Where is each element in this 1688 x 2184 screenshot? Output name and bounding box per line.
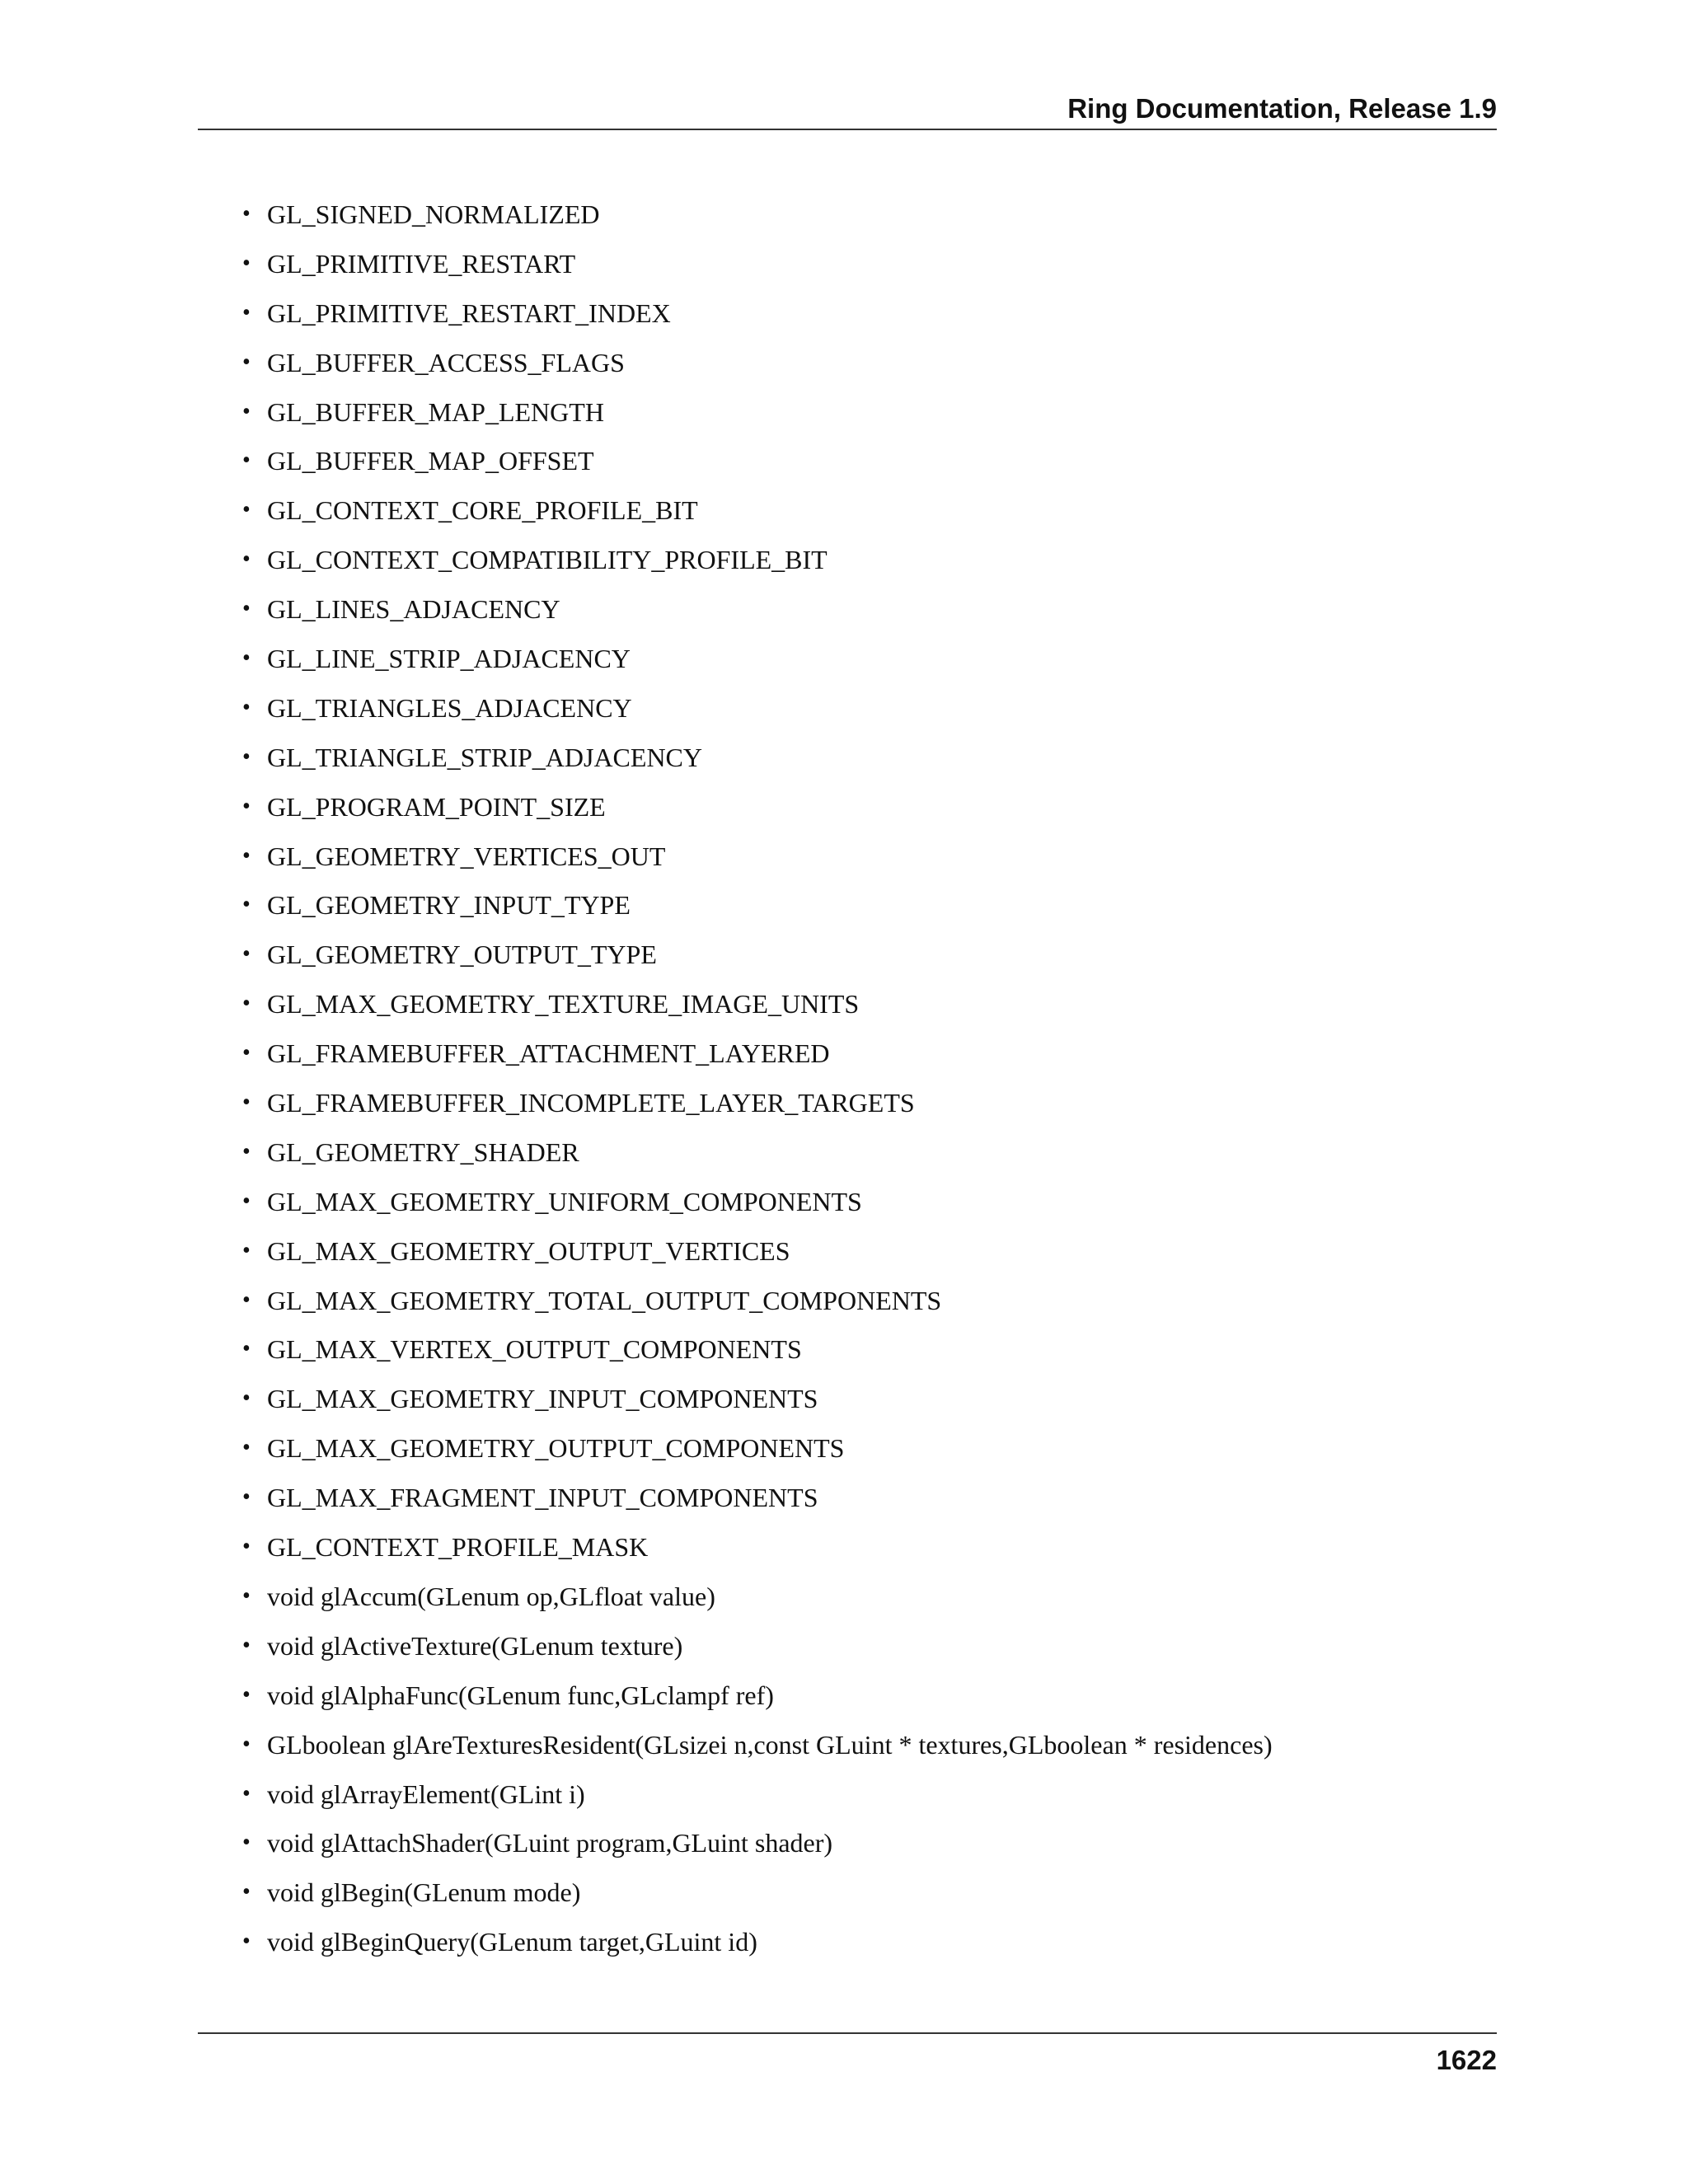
bullet-icon: •: [242, 694, 251, 720]
list-item-text: GL_LINES_ADJACENCY: [267, 594, 560, 625]
list-item-text: GL_GEOMETRY_OUTPUT_TYPE: [267, 940, 657, 970]
bullet-icon: •: [242, 1731, 251, 1757]
list-item-text: GLboolean glAreTexturesResident(GLsizei n,const GLuint * textures,GLboolean * residences): [267, 1729, 1273, 1760]
list-item: [239, 1379, 1492, 1428]
bullet-icon: •: [242, 349, 251, 375]
item-list: [239, 194, 1492, 1971]
bullet-icon: •: [242, 1040, 251, 1066]
list-item-text: GL_CONTEXT_COMPATIBILITY_PROFILE_BIT: [267, 545, 828, 575]
list-item: [239, 1577, 1492, 1626]
bullet-icon: •: [242, 1534, 251, 1560]
list-item: [239, 1527, 1492, 1577]
bullet-icon: •: [242, 1681, 251, 1708]
bullet-icon: •: [242, 1336, 251, 1362]
list-item-text: GL_GEOMETRY_VERTICES_OUT: [267, 841, 666, 871]
bullet-icon: •: [242, 1582, 251, 1609]
list-item-text: GL_BUFFER_ACCESS_FLAGS: [267, 347, 625, 377]
bullet-icon: •: [242, 1286, 251, 1313]
bullet-icon: •: [242, 250, 251, 276]
list-item: [239, 738, 1492, 787]
bullet-icon: •: [242, 793, 251, 819]
bullet-icon: •: [242, 1385, 251, 1412]
list-item-text: void glActiveTexture(GLenum texture): [267, 1630, 683, 1661]
bullet-icon: •: [242, 448, 251, 474]
list-item: [239, 1478, 1492, 1527]
bullet-icon: •: [242, 299, 251, 326]
list-item-text: GL_MAX_GEOMETRY_OUTPUT_VERTICES: [267, 1235, 790, 1266]
list-item: [239, 343, 1492, 392]
list-item-text: GL_FRAMEBUFFER_ATTACHMENT_LAYERED: [267, 1038, 830, 1069]
bullet-icon: •: [242, 1632, 251, 1658]
bullet-icon: •: [242, 1830, 251, 1856]
list-item: [239, 194, 1492, 244]
list-item: [239, 1428, 1492, 1478]
list-item: [239, 885, 1492, 935]
bullet-icon: •: [242, 1237, 251, 1263]
list-item-text: GL_GEOMETRY_INPUT_TYPE: [267, 890, 631, 921]
list-item-text: GL_BUFFER_MAP_LENGTH: [267, 396, 604, 427]
list-item-text: GL_MAX_FRAGMENT_INPUT_COMPONENTS: [267, 1483, 818, 1513]
list-item: [239, 1083, 1492, 1132]
list-item-text: GL_CONTEXT_PROFILE_MASK: [267, 1532, 649, 1563]
bullet-icon: •: [242, 842, 251, 869]
list-item-text: GL_SIGNED_NORMALIZED: [267, 199, 600, 229]
list-item: [239, 1872, 1492, 1922]
list-item: [239, 441, 1492, 490]
bullet-icon: •: [242, 892, 251, 918]
list-item-text: void glAlphaFunc(GLenum func,GLclampf ref): [267, 1680, 774, 1710]
bullet-icon: •: [242, 1780, 251, 1807]
list-item: [239, 1922, 1492, 1971]
bullet-icon: •: [242, 941, 251, 968]
list-item: [239, 1132, 1492, 1182]
list-item: [239, 1725, 1492, 1774]
list-item: [239, 1281, 1492, 1330]
page-header: [198, 92, 1497, 130]
list-item: [239, 1626, 1492, 1675]
list-item-text: void glBeginQuery(GLenum target,GLuint id): [267, 1927, 757, 1957]
bullet-icon: •: [242, 201, 251, 227]
list-item: [239, 688, 1492, 738]
bullet-icon: •: [242, 1879, 251, 1905]
bullet-icon: •: [242, 743, 251, 770]
list-item-text: GL_PRIMITIVE_RESTART: [267, 248, 576, 279]
bullet-icon: •: [242, 1138, 251, 1165]
bullet-icon: •: [242, 1929, 251, 1955]
list-item-text: GL_MAX_GEOMETRY_UNIFORM_COMPONENTS: [267, 1186, 862, 1216]
bullet-icon: •: [242, 1435, 251, 1461]
bullet-icon: •: [242, 1484, 251, 1511]
list-item: [239, 293, 1492, 343]
bullet-icon: •: [242, 991, 251, 1017]
list-item-text: GL_BUFFER_MAP_OFFSET: [267, 446, 594, 476]
page-number: 1622: [1436, 2045, 1497, 2075]
list-item: [239, 1231, 1492, 1281]
list-item: [239, 1033, 1492, 1083]
list-item-text: GL_TRIANGLE_STRIP_ADJACENCY: [267, 742, 702, 772]
list-item-text: GL_PRIMITIVE_RESTART_INDEX: [267, 298, 671, 328]
list-item-text: void glAccum(GLenum op,GLfloat value): [267, 1581, 715, 1611]
list-item: [239, 589, 1492, 639]
list-item: [239, 1182, 1492, 1231]
list-item-text: void glArrayElement(GLint i): [267, 1779, 585, 1809]
list-item-text: void glBegin(GLenum mode): [267, 1877, 581, 1908]
list-item-text: GL_PROGRAM_POINT_SIZE: [267, 791, 606, 822]
list-item: [239, 244, 1492, 293]
bullet-icon: •: [242, 497, 251, 523]
bullet-icon: •: [242, 1090, 251, 1116]
bullet-icon: •: [242, 1188, 251, 1214]
list-item: [239, 787, 1492, 837]
list-item: [239, 1823, 1492, 1872]
list-item-text: GL_MAX_GEOMETRY_INPUT_COMPONENTS: [267, 1384, 818, 1414]
content: [239, 194, 1492, 1971]
bullet-icon: •: [242, 546, 251, 573]
bullet-icon: •: [242, 596, 251, 622]
list-item-text: GL_MAX_GEOMETRY_OUTPUT_COMPONENTS: [267, 1433, 845, 1464]
list-item-text: void glAttachShader(GLuint program,GLuint shader): [267, 1828, 833, 1858]
list-item: [239, 490, 1492, 540]
list-item: [239, 1675, 1492, 1725]
bullet-icon: •: [242, 645, 251, 672]
list-item-text: GL_MAX_GEOMETRY_TEXTURE_IMAGE_UNITS: [267, 989, 860, 1019]
page-footer: [198, 2032, 1497, 2075]
list-item-text: GL_GEOMETRY_SHADER: [267, 1137, 579, 1167]
list-item: [239, 1774, 1492, 1824]
list-item: [239, 935, 1492, 984]
list-item-text: GL_FRAMEBUFFER_INCOMPLETE_LAYER_TARGETS: [267, 1088, 915, 1118]
bullet-icon: •: [242, 398, 251, 424]
header-title: Ring Documentation, Release 1.9: [1067, 93, 1497, 124]
list-item-text: GL_CONTEXT_CORE_PROFILE_BIT: [267, 495, 698, 526]
list-item-text: GL_LINE_STRIP_ADJACENCY: [267, 644, 631, 674]
list-item: [239, 392, 1492, 442]
list-item: [239, 639, 1492, 688]
list-item-text: GL_TRIANGLES_ADJACENCY: [267, 692, 632, 723]
list-item-text: GL_MAX_VERTEX_OUTPUT_COMPONENTS: [267, 1334, 802, 1365]
list-item: [239, 1329, 1492, 1379]
list-item: [239, 540, 1492, 589]
list-item: [239, 984, 1492, 1033]
list-item-text: GL_MAX_GEOMETRY_TOTAL_OUTPUT_COMPONENTS: [267, 1285, 942, 1315]
list-item: [239, 837, 1492, 886]
